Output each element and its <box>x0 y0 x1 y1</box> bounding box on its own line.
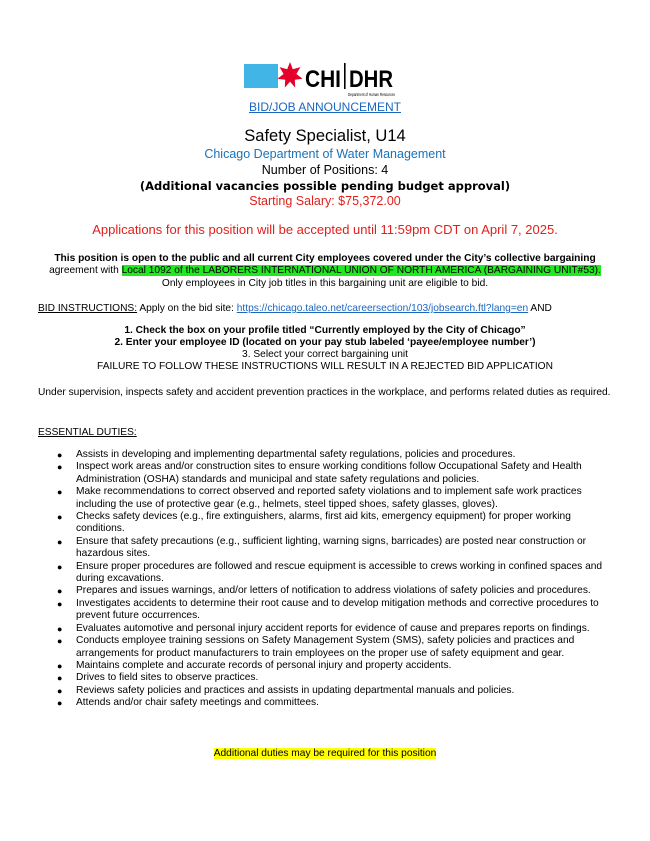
step-warning: FAILURE TO FOLLOW THESE INSTRUCTIONS WILL RESULT IN A REJECTED BID APPLICATION <box>97 361 553 372</box>
duty-item: ● Make recommendations to correct observed and reported safety violations and to implement safe work practices including the use of protective gear (e.g., helmets, steel tipped shoes, safety glasses, gloves). <box>57 486 582 510</box>
additional-duties-highlight: Additional duties may be required for this position <box>213 748 437 759</box>
duty-item: ● Reviews safety policies and practices and assists in updating departmental manuals and policies. <box>57 684 515 696</box>
job-title: Safety Specialist, U14 <box>244 127 406 145</box>
dhr-wordmark: DHR <box>349 66 393 93</box>
chicago-flag-bar-icon <box>244 64 278 88</box>
chi-dhr-logo <box>244 60 396 98</box>
bullet-icon: ● <box>57 660 63 671</box>
eligibility-statement <box>38 253 612 290</box>
bullet-icon: ● <box>57 586 63 597</box>
bullet-icon: ● <box>57 623 63 634</box>
duty-item: ● Ensure proper procedures are followed and rescue equipment is accessible to crews working in confined spaces and during excavations. <box>57 560 603 585</box>
bargaining-unit-highlight: Local 1092 of the LABORERS INTERNATIONAL UNION OF NORTH AMERICA (BARGAINING UNIT#53). <box>121 265 601 277</box>
bid-job-announcement-link[interactable]: BID/JOB ANNOUNCEMENT <box>248 100 401 114</box>
position-summary: Under supervision, inspects safety and accident prevention practices in the workplace, and performs related duties as required. <box>38 387 611 398</box>
bid-instructions <box>38 303 552 314</box>
positions-count: Number of Positions: 4 <box>261 163 389 177</box>
duty-item: ● Assists in developing and implementing departmental safety regulations, policies and procedures. <box>57 449 516 460</box>
bullet-icon: ● <box>57 698 63 709</box>
bullet-icon: ● <box>57 673 63 684</box>
duty-item: ● Inspect work areas and/or construction sites to ensure working conditions follow Occupational Safety and Health Administration (OSHA) standards and municipal and state safety regulations and policies. <box>57 461 582 485</box>
bid-instructions-text: Apply on the bid site: <box>137 303 237 314</box>
bullet-icon: ● <box>57 487 63 498</box>
eligibility-suffix: Only employees in City job titles in this bargaining unit are eligible to bid. <box>161 277 489 289</box>
bullet-icon: ● <box>57 512 63 523</box>
starting-salary: Starting Salary: $75,372.00 <box>249 194 401 208</box>
bid-instructions-label: BID INSTRUCTIONS: <box>38 303 138 314</box>
essential-duties-heading <box>38 427 137 438</box>
duty-item: ● Evaluates automotive and personal injury accident reports for evidence of cause and prepares reports on findings. <box>57 622 590 634</box>
application-deadline: Applications for this position will be accepted until 11:59pm CDT on April 7, 2025. <box>92 222 558 237</box>
essential-duties-list <box>38 449 612 710</box>
bid-steps <box>38 325 612 373</box>
chi-wordmark: CHI <box>305 66 341 93</box>
logo-divider <box>344 63 346 89</box>
step-2: 2. Enter your employee ID (located on your pay stub labeled ‘payee/employee number’) <box>114 337 536 348</box>
department-name: Chicago Department of Water Management <box>204 147 446 161</box>
bullet-icon: ● <box>57 561 63 572</box>
eligibility-prefix: agreement with <box>49 265 122 277</box>
eligibility-line-1: This position is open to the public and all current City employees covered under the City’s collective bargaining <box>54 253 596 264</box>
bid-site-link[interactable]: https://chicago.taleo.net/careersection/103/jobsearch.ftl?lang=en <box>236 303 529 314</box>
additional-duties-note <box>0 748 650 759</box>
duty-item: ● Checks safety devices (e.g., fire extinguishers, alarms, first aid kits, emergency equipment) for proper working conditions. <box>57 511 571 535</box>
dhr-full-name: Department of Human Resources <box>348 92 396 97</box>
duty-item: ● Prepares and issues warnings, and/or letters of notification to address violations of safety policies and procedures. <box>57 585 591 597</box>
bullet-icon: ● <box>57 636 63 647</box>
essential-duties-colon: : <box>133 427 137 438</box>
duty-item: ● Drives to field sites to observe practices. <box>57 672 259 684</box>
bullet-icon: ● <box>57 536 63 547</box>
bullet-icon: ● <box>57 450 63 460</box>
chicago-star-icon <box>277 62 302 88</box>
bullet-icon: ● <box>57 685 63 696</box>
step-1: 1. Check the box on your profile titled “Currently employed by the City of Chicago” <box>124 325 526 336</box>
essential-duties-label: ESSENTIAL DUTIES <box>38 427 134 438</box>
vacancies-note: (Additional vacancies possible pending budget approval) <box>139 179 511 193</box>
bid-instructions-tail: AND <box>528 303 552 314</box>
bullet-icon: ● <box>57 462 63 473</box>
duty-item: ● Investigates accidents to determine their root cause and to develop mitigation methods and corrective procedures to prevent future occurrences. <box>57 597 599 622</box>
duty-item: ● Attends and/or chair safety meetings and committees. <box>57 697 319 709</box>
duty-item: ● Ensure that safety precautions (e.g., sufficient lighting, warning signs, barricades) are posted near construction or hazardous sites. <box>57 535 587 560</box>
step-3: 3. Select your correct bargaining unit <box>242 349 408 360</box>
bullet-icon: ● <box>57 598 63 609</box>
duty-item: ● Conducts employee training sessions on Safety Management System (SMS), safety policies and practices and arrangements for product manufacturers to train employees on the proper use of safety equipment and gear. <box>57 635 575 659</box>
duty-item: ● Maintains complete and accurate records of personal injury and property accidents. <box>57 659 452 671</box>
